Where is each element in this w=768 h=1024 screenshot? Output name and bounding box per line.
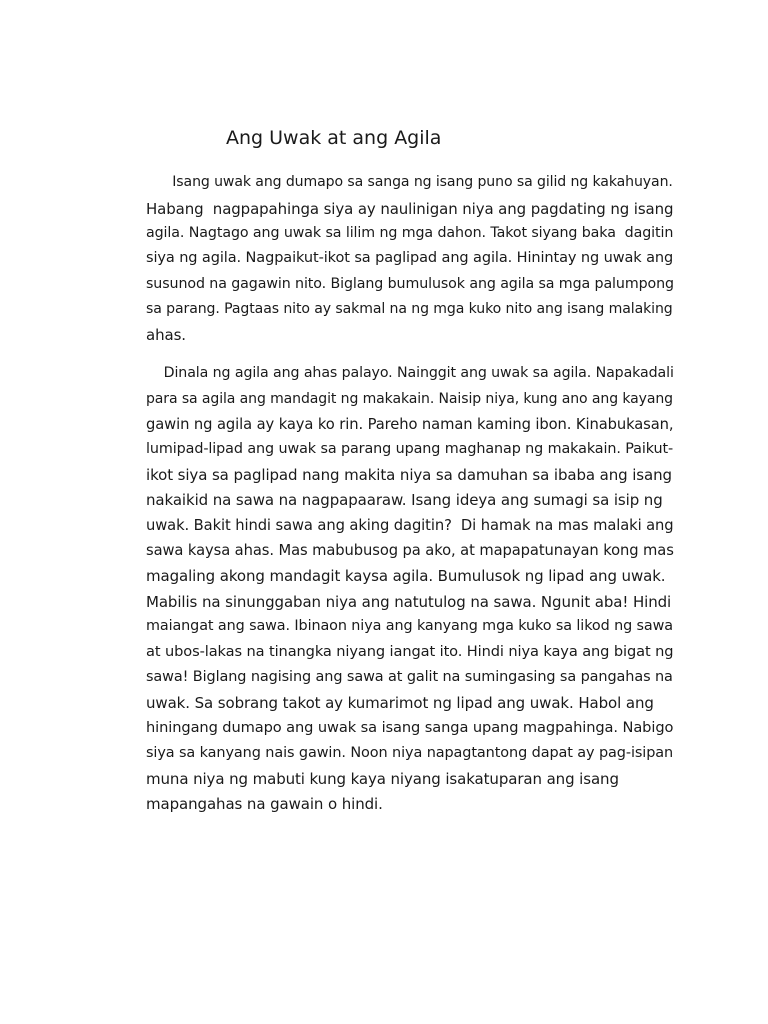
text-line: lumipad-lipad ang uwak sa parang upang maghanap ng makakain. Paikut- (146, 441, 674, 457)
text-line: sawa kaysa ahas. Mas mabubusog pa ako, at mapapatunayan kong mas (146, 542, 674, 559)
text-line: muna niya ng mabuti kung kaya niyang isakatuparan ang isang (146, 770, 619, 788)
text-line: gawin ng agila ay kaya ko rin. Pareho naman kaming ibon. Kinabukasan, (146, 416, 674, 433)
text-line: ahas. (146, 326, 186, 344)
document-title: Ang Uwak at ang Agila (226, 127, 442, 149)
text-line: mapangahas na gawain o hindi. (146, 795, 383, 813)
text-line: Mabilis na sinunggaban niya ang natutulog na sawa. Ngunit aba! Hindi (146, 593, 672, 611)
text-line: siya sa kanyang nais gawin. Noon niya napagtantong dapat ay pag-isipan (146, 745, 674, 761)
text-line: Habang nagpapahinga siya ay naulinigan niya ang pagdating ng isang (146, 200, 674, 218)
text-line: magaling akong mandagit kaysa agila. Bumulusok ng lipad ang uwak. (146, 567, 666, 585)
text-line: Isang uwak ang dumapo sa sanga ng isang puno sa gilid ng kakahuyan. (146, 174, 673, 190)
text-line: maiangat ang sawa. Ibinaon niya ang kanyang mga kuko sa likod ng sawa (146, 618, 673, 634)
text-line: sawa! Biglang nagising ang sawa at galit na sumingasing sa pangahas na (146, 669, 673, 685)
text-line: Dinala ng agila ang ahas palayo. Nainggit ang uwak sa agila. Napakadali (146, 365, 674, 381)
text-line: nakaikid na sawa na nagpapaaraw. Isang ideya ang sumagi sa isip ng (146, 491, 663, 509)
text-line: susunod na gagawin nito. Biglang bumulusok ang agila sa mga palumpong (146, 276, 674, 292)
text-line: hiningang dumapo ang uwak sa isang sanga upang magpahinga. Nabigo (146, 719, 674, 736)
text-line: para sa agila ang mandagit ng makakain. Naisip niya, kung ano ang kayang (146, 391, 673, 407)
text-line: sa parang. Pagtaas nito ay sakmal na ng mga kuko nito ang isang malaking (146, 301, 673, 317)
text-line: siya ng agila. Nagpaikut-ikot sa paglipad ang agila. Hinintay ng uwak ang (146, 250, 674, 266)
text-line: uwak. Bakit hindi sawa ang aking dagitin? Di hamak na mas malaki ang (146, 517, 674, 534)
text-line: ikot siya sa paglipad nang makita niya sa damuhan sa ibaba ang isang (146, 466, 672, 484)
text-line: uwak. Sa sobrang takot ay kumarimot ng lipad ang uwak. Habol ang (146, 694, 654, 712)
text-line: at ubos-lakas na tinangka niyang iangat ito. Hindi niya kaya ang bigat ng (146, 643, 674, 660)
text-line: agila. Nagtago ang uwak sa lilim ng mga dahon. Takot siyang baka dagitin (146, 225, 674, 241)
